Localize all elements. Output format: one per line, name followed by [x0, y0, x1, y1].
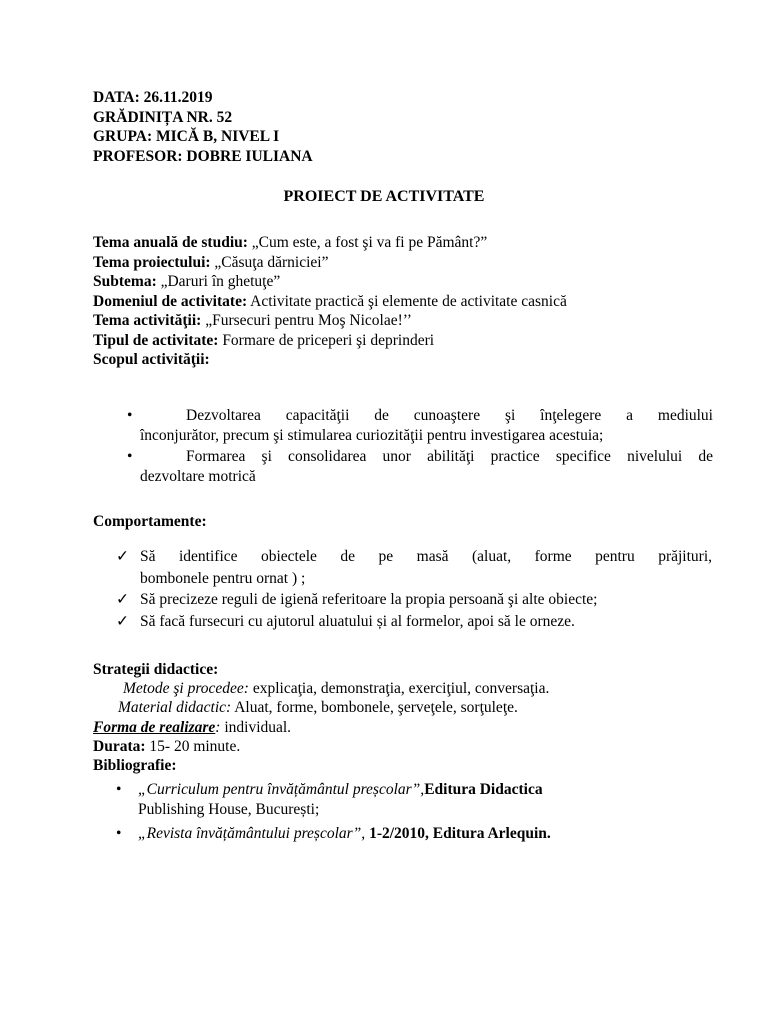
meta-label: Tema proiectului: — [93, 253, 211, 271]
list-item-line: dezvoltare motrică — [140, 467, 256, 485]
list-item-line: bombonele pentru ornat ) ; — [140, 569, 306, 587]
form-line — [93, 718, 733, 737]
bullet-icon: • — [116, 781, 122, 798]
bibliography-list — [116, 780, 716, 844]
checkmark-icon: ✓ — [116, 612, 129, 630]
duration-value: 15- 20 minute. — [145, 737, 241, 755]
list-item-line: Dezvoltarea capacităţii de cunoaştere şi înţelegere a mediului — [186, 407, 713, 424]
meta-annual-theme — [93, 233, 567, 253]
meta-value: „Fursecuri pentru Moş Nicolae!’’ — [201, 312, 412, 329]
meta-project-theme — [93, 253, 567, 273]
meta-domain — [93, 292, 567, 312]
header-kindergarten: GRĂDINIȚA NR. 52 — [93, 108, 233, 126]
meta-label: Tipul de activitate: — [93, 331, 219, 349]
list-item-line: Să precizeze reguli de igienă referitoare la propia persoană şi alte obiecte; — [140, 591, 598, 608]
list-item-line: Să facă fursecuri cu ajutorul aluatului și al formelor, apoi să le orneze. — [140, 612, 575, 630]
project-meta — [93, 233, 567, 370]
methods-label: Metode şi procedee: — [123, 680, 249, 698]
list-item — [116, 611, 712, 633]
strategies-heading: Strategii didactice: — [93, 661, 219, 678]
meta-label: Tema anuală de studiu: — [93, 234, 248, 251]
meta-value: „Daruri în ghetuţe” — [156, 273, 281, 290]
meta-activity-theme — [93, 311, 567, 331]
bib-publisher: 1-2/2010, Editura Arlequin. — [365, 825, 551, 842]
materials-label: Material didactic: — [118, 699, 232, 717]
duration-label: Durata: — [93, 737, 146, 755]
behaviors-list — [116, 546, 712, 632]
methods-line — [93, 679, 733, 698]
bibliography-heading: Bibliografie: — [93, 757, 177, 775]
form-colon: : — [215, 718, 221, 736]
header-group: GRUPA: MICĂ B, NIVEL I — [93, 128, 280, 145]
bib-line: Publishing House, București; — [138, 801, 320, 818]
meta-value: Formare de priceperi şi deprinderi — [218, 331, 435, 349]
bullet-icon: • — [127, 448, 133, 465]
bib-title: „Curriculum pentru învățământul preșcolar”, — [138, 781, 425, 798]
meta-activity-type — [93, 331, 567, 351]
list-item — [116, 780, 716, 820]
list-item-line: înconjurător, precum şi stimularea curiozităţii pentru investigarea acestuia; — [140, 426, 604, 444]
meta-purpose — [93, 350, 567, 370]
behaviors-heading: Comportamente: — [93, 513, 207, 530]
bib-publisher: Editura Didactica — [424, 781, 543, 798]
meta-label: Tema activităţii: — [93, 312, 202, 329]
meta-label: Scopul activităţii: — [93, 351, 210, 368]
document-title: PROIECT DE ACTIVITATE — [283, 188, 485, 205]
checkmark-icon: ✓ — [116, 591, 129, 608]
list-item — [116, 589, 712, 611]
meta-value: Activitate practică şi elemente de activitate casnică — [247, 292, 567, 310]
meta-value: „Căsuţa dărniciei” — [210, 253, 329, 271]
strategies-section — [93, 660, 733, 775]
duration-line — [93, 737, 733, 756]
bullet-icon: • — [116, 825, 122, 842]
meta-subtheme — [93, 272, 567, 292]
meta-label: Domeniul de activitate: — [93, 292, 248, 310]
document-header — [93, 88, 313, 166]
form-value: individual. — [220, 718, 292, 736]
list-item — [93, 406, 713, 445]
purpose-list — [93, 406, 713, 486]
form-label: Forma de realizare — [93, 718, 216, 736]
header-teacher: PROFESOR: DOBRE IULIANA — [93, 147, 313, 165]
list-item — [116, 824, 716, 844]
meta-label: Subtema: — [93, 273, 157, 290]
list-item — [116, 546, 712, 589]
checkmark-icon: ✓ — [116, 548, 129, 565]
bib-title: „Revista învățământului preșcolar”, — [138, 825, 366, 842]
list-item-line: Să identifice obiectele de pe masă (aluat, forme pentru prăjituri, — [140, 548, 712, 565]
bullet-icon: • — [127, 407, 133, 424]
list-item-line: Formarea şi consolidarea unor abilităţi practice specifice nivelului de — [186, 448, 713, 465]
materials-value: Aluat, forme, bombonele, şerveţele, sorţuleţe. — [231, 699, 518, 717]
methods-value: explicaţia, demonstraţia, exerciţiul, conversaţia. — [248, 680, 550, 698]
meta-value: „Cum este, a fost şi va fi pe Pământ?” — [247, 234, 488, 251]
list-item — [93, 447, 713, 486]
header-date: DATA: 26.11.2019 — [93, 89, 213, 106]
materials-line — [93, 698, 733, 717]
